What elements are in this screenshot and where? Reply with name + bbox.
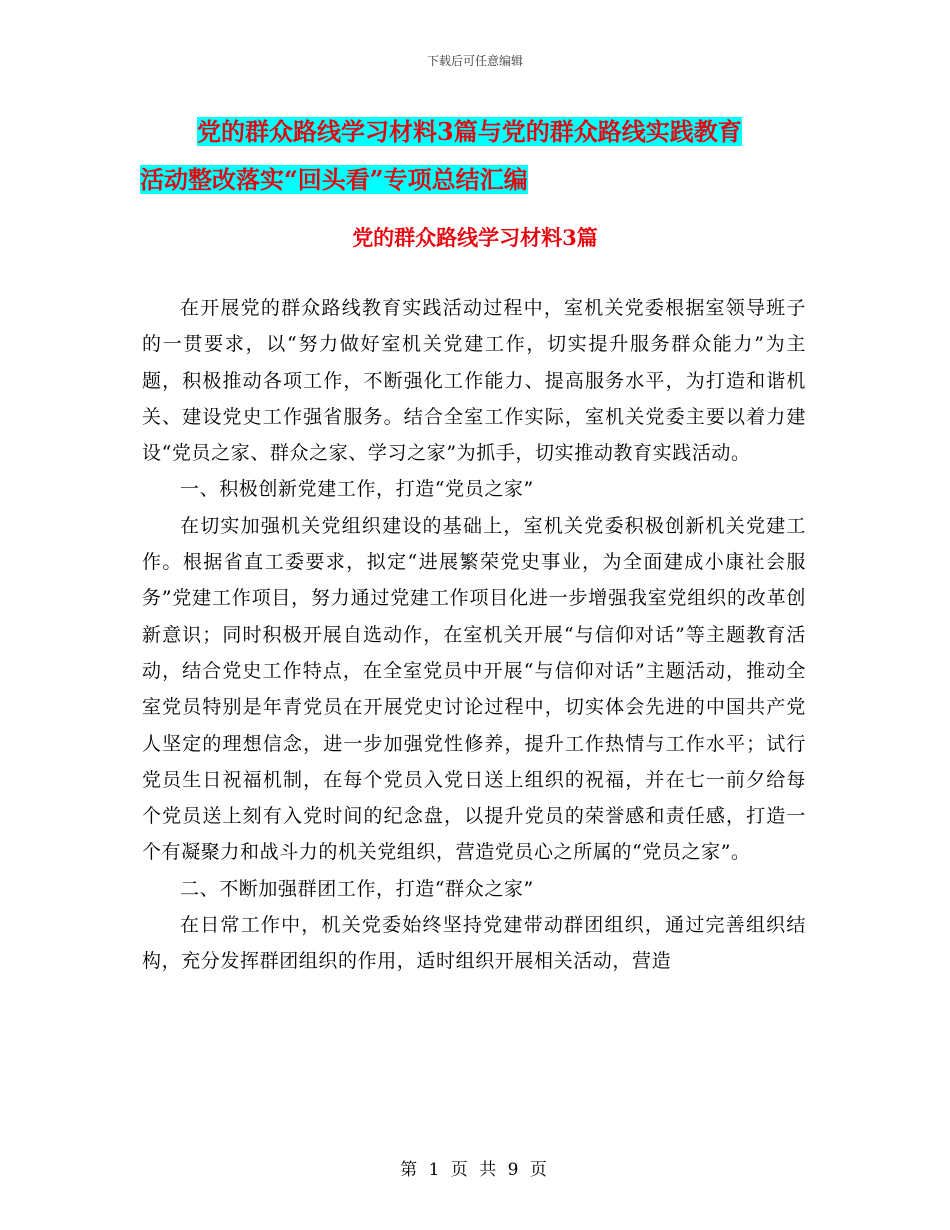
body-paragraph: 在日常工作中，机关党委始终坚持党建带动群团组织，通过完善组织结构，充分发挥群团组织的作用，适时组织开展相关活动，营造 [142,914,806,973]
section-title: 党的群众路线学习材料3篇 [352,225,598,250]
body-heading-2: 二、不断加强群团工作，打造“群众之家” [180,877,534,900]
body-paragraph: 在开展党的群众路线教育实践活动过程中，室机关党委根据室领导班子的一贯要求，以“努力做好室机关党建工作，切实提升服务群众能力”为主题，积极推动各项工作，不断强化工作能力、提高服务水平，为打造和谐机关、建设党史工作强省服务。结合全室工作实际，室机关党委主要以着力建设“党员之家、群众之家、学习之家”为抓手，切实推动教育实践活动。 [142,297,806,465]
document-title-line-1-text: 党的群众路线学习材料3篇与党的群众路线实践教育 [197,117,742,146]
document-title-line-2 [140,156,820,204]
page-footer: 第 1 页 共 9 页 [400,1160,550,1180]
document-title [140,108,820,204]
body-paragraph: 在切实加强机关党组织建设的基础上，室机关党委积极创新机关党建工作。根据省直工委要求，拟定“进展繁荣党史事业，为全面建成小康社会服务”党建工作项目，努力通过党建工作项目化进一步增强我室党组织的改革创新意识；同时积极开展自选动作，在室机关开展“与信仰对话”等主题教育活动，结合党史工作特点，在全室党员中开展“与信仰对话”主题活动，推动全室党员特别是年青党员在开展党史讨论过程中，切实体会先进的中国共产党人坚定的理想信念，进一步加强党性修养，提升工作热情与工作水平；试行党员生日祝福机制，在每个党员入党日送上组织的祝福，并在七一前夕给每个党员送上刻有入党时间的纪念盘，以提升党员的荣誉感和责任感，打造一个有凝聚力和战斗力的机关党组织，营造党员心之所属的“党员之家”。 [142,514,806,864]
document-title-line-2-text: 活动整改落实“回头看”专项总结汇编 [140,165,528,194]
document-body [142,290,806,980]
body-heading-1: 一、积极创新党建工作，打造“党员之家” [180,478,534,501]
header-note: 下载后可任意编辑 [426,54,523,68]
document-title-line-1 [140,108,820,156]
